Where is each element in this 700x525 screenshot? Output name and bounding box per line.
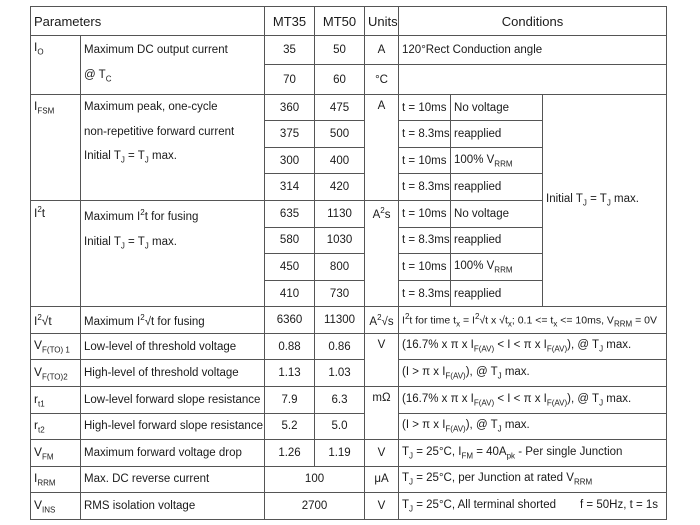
value-mt35: 5.2 [265, 413, 315, 440]
table-row [31, 36, 667, 65]
condition-voltage: reapplied [451, 121, 543, 148]
value-mt35: 6360 [265, 307, 315, 334]
value-mt35: 300 [265, 147, 315, 174]
desc-irrm: Max. DC reverse current [81, 466, 265, 493]
value-mt50: 1130 [315, 201, 365, 228]
value-mt50: 475 [315, 94, 365, 121]
value-mt35: 70 [265, 65, 315, 94]
unit: A [365, 94, 399, 200]
value-mt50: 400 [315, 147, 365, 174]
condition-voltage: reapplied [451, 280, 543, 307]
symbol-io: $I_O$ [31, 36, 81, 95]
condition-time: t = 10ms [399, 201, 451, 228]
unit: mΩ [365, 386, 399, 439]
header-row [31, 7, 667, 36]
table-row [31, 440, 667, 467]
value-mt50: 1030 [315, 227, 365, 254]
condition: (16.7% x π x $I_{F(AV)} < I < \pi$ x $I_{F(AV)}$), @ $T_J$ max. [399, 386, 667, 413]
unit: $A^2s$ [365, 201, 399, 307]
symbol-irrm: $I_{RRM}$ [31, 466, 81, 493]
header-mt50: MT50 [315, 7, 365, 36]
symbol-vfto1: $V_{F(TO) 1}$ [31, 333, 81, 360]
condition-voltage: reapplied [451, 174, 543, 201]
desc-rt2: High-level forward slope resistance [81, 413, 265, 440]
value-mt35: 410 [265, 280, 315, 307]
value-mt50: 730 [315, 280, 365, 307]
condition-voltage: No voltage [451, 201, 543, 228]
header-mt35: MT35 [265, 7, 315, 36]
symbol-rt1: $r_{t1}$ [31, 386, 81, 413]
condition-voltage: reapplied [451, 227, 543, 254]
desc-i2t: Maximum $I^2t$ for fusing Initial $T_J = T_J$ max. [81, 201, 265, 307]
header-conditions: Conditions [399, 7, 667, 36]
value-mt35: 7.9 [265, 386, 315, 413]
condition: (I > π x $I_{F(AV)}$), @ $T_J$ max. [399, 413, 667, 440]
value-mt50: 6.3 [315, 386, 365, 413]
table-row [31, 386, 667, 413]
condition-voltage: 100% $V_{RRM}$ [451, 254, 543, 281]
table-row [31, 413, 667, 440]
value-mt35: 35 [265, 36, 315, 65]
value-mt35: 360 [265, 94, 315, 121]
symbol-ifsm: $I_{FSM}$ [31, 94, 81, 200]
unit: A [365, 36, 399, 65]
desc-io: Maximum DC output current @ $T_C$ [81, 36, 265, 95]
condition: 120°Rect Conduction angle [399, 36, 667, 65]
value-mt50: 60 [315, 65, 365, 94]
unit: V [365, 493, 399, 520]
value-mt50: 1.19 [315, 440, 365, 467]
unit: V [365, 333, 399, 386]
condition-empty [399, 65, 667, 94]
value-mt35: 314 [265, 174, 315, 201]
value-mt50: 1.03 [315, 360, 365, 387]
condition-voltage: No voltage [451, 94, 543, 121]
desc-rt1: Low-level forward slope resistance [81, 386, 265, 413]
condition-initial-tj: Initial $T_J = T_J$ max. [543, 94, 667, 307]
value-mt50: 800 [315, 254, 365, 281]
desc-vfto2: High-level of threshold voltage [81, 360, 265, 387]
table-row [31, 360, 667, 387]
desc-vfto1: Low-level of threshold voltage [81, 333, 265, 360]
condition-time: t = 10ms [399, 147, 451, 174]
value-mt50: 0.86 [315, 333, 365, 360]
condition: (16.7% x π x $I_{F(AV)} < I < \pi$ x $I_{F(AV)}$), @ $T_J$ max. [399, 333, 667, 360]
condition-voltage: 100% $V_{RRM}$ [451, 147, 543, 174]
unit: V [365, 440, 399, 467]
condition-time: t = 10ms [399, 254, 451, 281]
table-row [31, 307, 667, 334]
value-mt50: 50 [315, 36, 365, 65]
value-mt35: 450 [265, 254, 315, 281]
unit: °C [365, 65, 399, 94]
symbol-i2rt: $I^2√t$ [31, 307, 81, 334]
value-mt50: 11300 [315, 307, 365, 334]
condition: (I > π x $I_{F(AV)}$), @ $T_J$ max. [399, 360, 667, 387]
symbol-vfm: $V_{FM}$ [31, 440, 81, 467]
condition: $T_J = 25^\circ C$, All terminal shorted f = 50Hz, t = 1s [399, 493, 667, 520]
value-shared: 100 [265, 466, 365, 493]
condition-time: t = 8.3ms [399, 121, 451, 148]
condition-time: t = 8.3ms [399, 227, 451, 254]
specifications-table [30, 6, 667, 520]
table-row [31, 466, 667, 493]
unit: μA [365, 466, 399, 493]
value-mt35: 0.88 [265, 333, 315, 360]
value-mt35: 580 [265, 227, 315, 254]
symbol-vfto2: $V_{F(TO)2}$ [31, 360, 81, 387]
table-row [31, 94, 667, 121]
value-mt50: 420 [315, 174, 365, 201]
value-mt35: 1.26 [265, 440, 315, 467]
condition: $I^2t$ for time $t_x = I^2√t$ x $√t_x$; $0.1 <= t_x <= 10ms$, $V_{RRM} = 0V$ [399, 307, 667, 334]
value-mt35: 1.13 [265, 360, 315, 387]
symbol-i2t: $I^2t$ [31, 201, 81, 307]
symbol-rt2: $r_{t2}$ [31, 413, 81, 440]
value-mt35: 375 [265, 121, 315, 148]
condition: $T_J = 25^\circ C$, $I_{FM} = 40A_{pk}$ - Per single Junction [399, 440, 667, 467]
value-mt50: 500 [315, 121, 365, 148]
header-units: Units [365, 7, 399, 36]
value-mt35: 635 [265, 201, 315, 228]
condition: $T_J = 25^\circ C$, per Junction at rated $V_{RRM}$ [399, 466, 667, 493]
desc-vfm: Maximum forward voltage drop [81, 440, 265, 467]
desc-i2rt: Maximum $I^2√t$ for fusing [81, 307, 265, 334]
condition-time: t = 8.3ms [399, 280, 451, 307]
table-row [31, 493, 667, 520]
desc-ifsm: Maximum peak, one-cycle non-repetitive forward current Initial $T_J = T_J$ max. [81, 94, 265, 200]
condition-time: t = 10ms [399, 94, 451, 121]
unit: $A^2√s$ [365, 307, 399, 334]
table-row [31, 333, 667, 360]
desc-vins: RMS isolation voltage [81, 493, 265, 520]
value-shared: 2700 [265, 493, 365, 520]
header-parameters: Parameters [31, 7, 265, 36]
symbol-vins: $V_{INS}$ [31, 493, 81, 520]
condition-time: t = 8.3ms [399, 174, 451, 201]
value-mt50: 5.0 [315, 413, 365, 440]
